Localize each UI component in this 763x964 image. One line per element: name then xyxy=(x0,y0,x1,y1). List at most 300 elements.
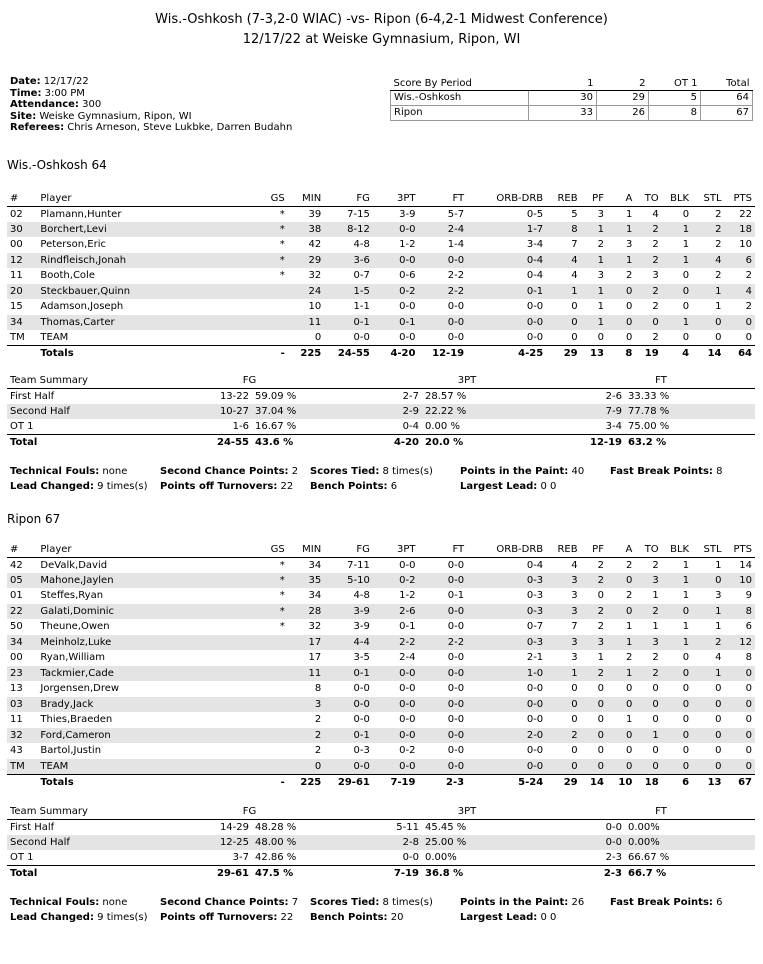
stat-cell: 3 xyxy=(571,590,578,602)
stat-cell: 2-1 xyxy=(526,652,544,664)
period-label: Total xyxy=(7,866,132,882)
stat-cell: 30 xyxy=(7,222,37,238)
stat-cell xyxy=(205,712,288,728)
totals-cell: 29 xyxy=(546,346,580,362)
stat-cell: 7-11 xyxy=(347,559,370,571)
stat-cell: 2 xyxy=(597,239,604,251)
team-summary-row xyxy=(7,835,755,851)
player-name: Galati,Dominic xyxy=(37,604,204,620)
stat-cell: 4-8 xyxy=(353,590,370,602)
stat-cell: 2 xyxy=(581,573,607,589)
stat-cell: 1-7 xyxy=(467,222,546,238)
stat-cell: 1 xyxy=(662,573,692,589)
summary-cell: 12-25 xyxy=(132,835,252,851)
player-name: Steffes,Ryan xyxy=(40,590,104,602)
summary-cell: 47.5 % xyxy=(252,866,367,882)
info-label: Attendance: xyxy=(10,99,79,110)
summary-cell: 7-9 xyxy=(567,404,625,420)
summary-cell: 48.00 % xyxy=(252,835,367,851)
stat-cell: 0-0 xyxy=(467,759,546,775)
stat-cell: 3 xyxy=(288,697,324,713)
player-row xyxy=(7,222,755,238)
player-name: Brady,Jack xyxy=(37,697,204,713)
player-row xyxy=(7,650,755,666)
summary-cell: 33.33 % xyxy=(628,390,670,402)
team-summary-foot xyxy=(7,866,755,882)
stat-cell: 0 xyxy=(546,315,580,331)
game-note xyxy=(460,911,610,926)
stat-cell xyxy=(205,330,288,346)
stat-cell: 17 xyxy=(288,635,324,651)
stat-cell: 38 xyxy=(288,222,324,238)
player-name: Mahone,Jaylen xyxy=(37,573,204,589)
team-summary-body xyxy=(7,388,755,435)
stat-cell: 0-0 xyxy=(353,332,370,343)
game-note-label: Largest Lead: xyxy=(460,480,538,492)
stat-cell: 0 xyxy=(652,714,659,726)
stat-cell: 2-4 xyxy=(399,652,416,664)
totals-cell: 5-24 xyxy=(467,774,546,790)
stat-cell: 0 xyxy=(635,759,661,775)
player-row xyxy=(7,712,755,728)
team-summary-ripon xyxy=(7,805,755,881)
stat-cell: 2-6 xyxy=(373,604,419,620)
stat-cell: 1 xyxy=(581,222,607,238)
stat-cell: 3 xyxy=(635,635,661,651)
game-note-label: Technical Fouls: xyxy=(10,897,100,908)
team-summary-heading: FT xyxy=(567,805,755,819)
score-by-period-cell: 64 xyxy=(701,90,753,105)
box-score-head xyxy=(7,542,755,557)
stat-cell: 0 xyxy=(607,573,635,589)
stat-cell: 01 xyxy=(10,590,23,602)
game-note-label: Points in the Paint: xyxy=(460,897,569,908)
game-note-label: Scores Tied: xyxy=(310,897,380,908)
game-note-value: 9 times(s) xyxy=(93,480,148,492)
stat-cell: 2 xyxy=(652,239,659,251)
score-by-period-cell: 5 xyxy=(649,90,701,105)
stat-cell: 0-0 xyxy=(399,332,416,343)
score-by-period-cell: 67 xyxy=(701,105,753,120)
totals-cell: 14 xyxy=(692,346,724,362)
summary-cell: 28.57 % xyxy=(425,390,467,402)
stat-cell: 8 xyxy=(314,683,322,695)
stat-cell: 0 xyxy=(571,745,578,757)
team-summary-row xyxy=(7,850,755,866)
stat-cell: 0 xyxy=(662,759,692,775)
stat-cell: 0 xyxy=(314,332,322,343)
box-score-body xyxy=(7,557,755,774)
stat-cell: 1-1 xyxy=(353,301,370,313)
stat-cell: 3 xyxy=(571,652,578,664)
stat-cell: 0-6 xyxy=(399,270,416,282)
stat-cell: 1 xyxy=(546,666,580,682)
stat-cell: 3 xyxy=(635,573,661,589)
stat-cell: 8 xyxy=(745,652,752,664)
player-name: Tackmier,Cade xyxy=(37,666,204,682)
game-notes-row xyxy=(10,480,760,495)
stat-cell: 1 xyxy=(715,559,722,571)
column-header: PTS xyxy=(725,542,755,557)
stat-cell: 0 xyxy=(745,683,752,695)
stat-cell: 2 xyxy=(314,745,322,757)
box-score-foot xyxy=(7,346,755,362)
game-note xyxy=(160,465,310,480)
stat-cell: 00 xyxy=(10,652,23,664)
stat-cell: 0-0 xyxy=(373,759,419,775)
stat-cell: 1 xyxy=(662,315,692,331)
stat-cell: 0 xyxy=(682,301,690,313)
summary-cell: 3-7 xyxy=(232,852,249,863)
score-by-period-row xyxy=(391,105,753,120)
summary-cell: 24-55 xyxy=(132,435,252,451)
column-header: MIN xyxy=(288,542,324,557)
summary-cell: 45.45 % xyxy=(425,821,467,833)
player-row xyxy=(7,728,755,744)
player-row xyxy=(7,759,755,775)
score-by-period-cell: 29 xyxy=(597,90,649,105)
stat-cell: 0-2 xyxy=(373,573,419,589)
totals-cell: Totals xyxy=(37,346,204,362)
game-note xyxy=(160,480,310,495)
info-label: Referees: xyxy=(10,122,65,133)
box-score-body xyxy=(7,206,755,346)
stat-cell: 0 xyxy=(682,745,690,757)
column-header: PF xyxy=(581,542,607,557)
stat-cell: 0-3 xyxy=(467,604,546,620)
stat-cell: 0-0 xyxy=(526,714,544,726)
player-row xyxy=(7,604,755,620)
game-note-label: Fast Break Points: xyxy=(610,897,713,908)
stat-cell: 34 xyxy=(308,590,322,602)
stat-cell: 0 xyxy=(607,284,635,300)
stat-cell: 3 xyxy=(546,604,580,620)
summary-cell: 66.7 % xyxy=(625,866,755,882)
player-row xyxy=(7,206,755,222)
stat-cell: 0-0 xyxy=(399,683,416,695)
stat-cell: 0 xyxy=(288,759,324,775)
totals-cell: 67 xyxy=(725,774,755,790)
column-header: PF xyxy=(581,191,607,206)
stat-cell: 0 xyxy=(745,745,752,757)
team-summary-row xyxy=(7,388,755,404)
column-header: FT xyxy=(418,542,467,557)
stat-cell: 1 xyxy=(662,253,692,269)
summary-cell: 0-0 xyxy=(605,821,622,833)
period-label: OT 1 xyxy=(10,421,34,432)
summary-cell: 0.00 % xyxy=(425,421,460,432)
team-title-ripon: Ripon 67 xyxy=(7,512,61,526)
game-note xyxy=(460,896,610,911)
stat-cell: 4 xyxy=(652,208,659,220)
stat-cell: 0-1 xyxy=(467,284,546,300)
stat-cell: 0 xyxy=(725,666,755,682)
summary-cell: 14-29 xyxy=(219,821,249,833)
player-name: Bartol,Justin xyxy=(40,745,102,757)
stat-cell: 12 xyxy=(7,253,37,269)
summary-cell: 0-0 xyxy=(567,835,625,851)
stat-cell: 0 xyxy=(597,745,604,757)
stat-cell: 0-0 xyxy=(324,759,373,775)
stat-cell: 10 xyxy=(308,301,322,313)
stat-cell: 1 xyxy=(625,208,633,220)
stat-cell: 0 xyxy=(692,697,724,713)
stat-cell: 4 xyxy=(546,253,580,269)
stat-cell: 4-4 xyxy=(324,635,373,651)
stat-cell: 2 xyxy=(625,559,633,571)
player-row xyxy=(7,743,755,759)
info-value: 3:00 PM xyxy=(41,87,85,99)
score-by-period-cell: 8 xyxy=(649,105,701,120)
team-summary-oshkosh xyxy=(7,374,755,450)
game-note xyxy=(310,896,460,911)
stat-cell: 1 xyxy=(546,284,580,300)
column-header: A xyxy=(607,542,635,557)
player-name: TEAM xyxy=(37,759,204,775)
period-label: Second Half xyxy=(7,835,132,851)
totals-cell: 13 xyxy=(581,346,607,362)
stat-cell: 1 xyxy=(581,315,607,331)
stat-cell: 0 xyxy=(625,745,633,757)
matchup-title: Wis.-Oshkosh (7-3,2-0 WIAC) -vs- Ripon (6-4,2-1 Midwest Conference) xyxy=(155,12,608,27)
totals-cell: 225 xyxy=(288,774,324,790)
stat-cell: 2 xyxy=(692,222,724,238)
player-name: Adamson,Joseph xyxy=(40,301,124,313)
stat-cell: 0 xyxy=(581,759,607,775)
stat-cell: 0-3 xyxy=(467,635,546,651)
stat-cell: 2-2 xyxy=(418,284,467,300)
stat-cell: 0 xyxy=(662,604,692,620)
stat-cell: * xyxy=(279,239,285,251)
column-header: # xyxy=(7,542,37,557)
player-row xyxy=(7,315,755,331)
stat-cell: 22 xyxy=(739,208,752,220)
game-note-label: Lead Changed: xyxy=(10,911,94,923)
summary-cell: 59.09 % xyxy=(255,390,297,402)
stat-cell: 42 xyxy=(10,559,23,571)
stat-cell: 0-0 xyxy=(526,332,544,343)
stat-cell: 7-15 xyxy=(347,208,370,220)
team-summary-total-row xyxy=(7,435,755,451)
team-summary-header-row xyxy=(7,374,755,388)
stat-cell: 05 xyxy=(7,573,37,589)
game-note-value: 0 0 xyxy=(537,480,557,492)
stat-cell: 28 xyxy=(288,604,324,620)
player-row xyxy=(7,284,755,300)
stat-cell: 0-0 xyxy=(373,253,419,269)
stat-cell: 2 xyxy=(288,728,324,744)
column-header: FG xyxy=(324,191,373,206)
stat-cell: 0-0 xyxy=(373,728,419,744)
stat-cell: 2 xyxy=(692,635,724,651)
stat-cell: 0-0 xyxy=(324,697,373,713)
stat-cell: 22 xyxy=(7,604,37,620)
summary-cell: 3-4 xyxy=(605,421,622,432)
stat-cell: * xyxy=(205,573,288,589)
period-label: First Half xyxy=(10,821,55,833)
stat-cell: TM xyxy=(10,332,25,343)
stat-cell: 2 xyxy=(635,604,661,620)
stat-cell: 0-0 xyxy=(467,315,546,331)
summary-cell: 2-8 xyxy=(367,835,422,851)
stat-cell: 2 xyxy=(745,270,752,282)
player-name: Jorgensen,Drew xyxy=(40,683,120,695)
stat-cell: 2-0 xyxy=(467,728,546,744)
totals-cell: 225 xyxy=(288,346,324,362)
totals-cell: 14 xyxy=(581,774,607,790)
stat-cell: 3-9 xyxy=(324,604,373,620)
stat-cell: 4 xyxy=(571,559,578,571)
stat-cell: 3-9 xyxy=(399,208,416,220)
stat-cell: 0-3 xyxy=(353,745,370,757)
stat-cell: 0 xyxy=(692,573,724,589)
team-summary-heading: 3PT xyxy=(367,374,567,388)
stat-cell: 1 xyxy=(662,635,692,651)
box-score-foot xyxy=(7,774,755,790)
stat-cell: 1 xyxy=(607,253,635,269)
stat-cell: 35 xyxy=(288,573,324,589)
totals-cell: Totals xyxy=(37,774,204,790)
player-row xyxy=(7,681,755,697)
stat-cell: 0-0 xyxy=(447,652,465,664)
player-name: DeValk,David xyxy=(40,559,108,571)
summary-cell: 0.00% xyxy=(628,821,660,833)
stat-cell xyxy=(205,681,288,697)
totals-row xyxy=(7,774,755,790)
stat-cell: 2 xyxy=(745,301,752,313)
summary-cell: 2-3 xyxy=(567,866,625,882)
stat-cell: 1 xyxy=(625,621,633,633)
game-note-label: Second Chance Points: xyxy=(160,466,289,477)
stat-cell: 5-7 xyxy=(447,208,465,220)
info-label: Date: xyxy=(10,76,41,87)
stat-cell: 0-4 xyxy=(467,253,546,269)
box-score-header-row xyxy=(7,191,755,206)
stat-cell: 0-0 xyxy=(373,697,419,713)
stat-cell: 2 xyxy=(597,621,604,633)
game-note xyxy=(310,480,460,495)
info-value: Weiske Gymnasium, Ripon, WI xyxy=(36,110,192,122)
score-by-period-heading: Score By Period xyxy=(391,77,529,90)
stat-cell: 7 xyxy=(571,239,578,251)
player-name: Thies,Braeden xyxy=(40,714,113,726)
stat-cell: 11 xyxy=(288,315,324,331)
stat-cell: 0 xyxy=(745,714,752,726)
totals-cell: 64 xyxy=(725,346,755,362)
column-header: TO xyxy=(635,542,661,557)
summary-cell: 25.00 % xyxy=(422,835,567,851)
summary-cell: 2-9 xyxy=(367,404,422,420)
period-label: Second Half xyxy=(7,404,132,420)
stat-cell xyxy=(205,315,288,331)
stat-cell: 2 xyxy=(652,332,659,343)
summary-cell: 0-0 xyxy=(402,852,419,863)
team-summary-heading: 3PT xyxy=(367,805,567,819)
game-note-label: Points off Turnovers: xyxy=(160,480,278,492)
stat-cell: 0 xyxy=(625,332,633,343)
game-header xyxy=(0,0,763,50)
player-name: Steckbauer,Quinn xyxy=(37,284,204,300)
stat-cell: 0-0 xyxy=(373,666,419,682)
stat-cell: 2-2 xyxy=(418,635,467,651)
player-row xyxy=(7,299,755,315)
score-by-period-table xyxy=(390,77,753,121)
game-note-value: 6 xyxy=(387,480,398,492)
stat-cell: 17 xyxy=(308,652,322,664)
stat-cell: 0-0 xyxy=(418,604,467,620)
stat-cell: 1 xyxy=(652,621,659,633)
player-name: Meinholz,Luke xyxy=(37,635,204,651)
stat-cell: 0 xyxy=(682,652,690,664)
column-header: # xyxy=(7,191,37,206)
stat-cell: 2 xyxy=(715,270,722,282)
stat-cell: 3 xyxy=(625,239,633,251)
stat-cell: 12 xyxy=(725,635,755,651)
stat-cell: 0 xyxy=(745,332,752,343)
column-header: REB xyxy=(546,191,580,206)
team-summary-head xyxy=(7,374,755,388)
stat-cell: 0-1 xyxy=(324,315,373,331)
stat-cell: 1 xyxy=(692,604,724,620)
stat-cell: 0 xyxy=(725,759,755,775)
stat-cell: 4 xyxy=(692,253,724,269)
stat-cell: 4 xyxy=(725,284,755,300)
totals-cell: 4-25 xyxy=(467,346,546,362)
player-row xyxy=(7,666,755,682)
column-header: Player xyxy=(37,191,204,206)
stat-cell: 0-0 xyxy=(418,697,467,713)
stat-cell: 10 xyxy=(739,239,752,251)
game-note-label: Points off Turnovers: xyxy=(160,911,278,923)
stat-cell: 32 xyxy=(7,728,37,744)
stat-cell: 0-1 xyxy=(399,621,416,633)
stat-cell: 1-4 xyxy=(447,239,465,251)
stat-cell: 3 xyxy=(581,635,607,651)
column-header: BLK xyxy=(662,191,692,206)
game-note xyxy=(160,896,310,911)
stat-cell: 0 xyxy=(662,284,692,300)
column-header: STL xyxy=(692,542,724,557)
stat-cell: 4 xyxy=(571,270,578,282)
game-note xyxy=(610,465,760,480)
game-note xyxy=(460,465,610,480)
game-note-label: Lead Changed: xyxy=(10,480,94,492)
stat-cell: 0 xyxy=(715,683,722,695)
summary-cell: 37.04 % xyxy=(252,404,367,420)
totals-cell: 29-61 xyxy=(324,774,373,790)
game-note-value: 2 xyxy=(288,466,299,477)
stat-cell: 6 xyxy=(725,253,755,269)
game-notes-oshkosh xyxy=(10,465,760,494)
game-note-label: Bench Points: xyxy=(310,911,388,923)
stat-cell: 3 xyxy=(597,270,604,282)
game-date-location: 12/17/22 at Weiske Gymnasium, Ripon, WI xyxy=(242,32,521,47)
stat-cell: 3-4 xyxy=(526,239,544,251)
period-label: OT 1 xyxy=(10,852,34,863)
stat-cell: 5-10 xyxy=(324,573,373,589)
totals-cell: 29 xyxy=(546,774,580,790)
stat-cell: 0-0 xyxy=(467,697,546,713)
totals-cell: 12-19 xyxy=(418,346,467,362)
team-summary-heading: FG xyxy=(132,805,367,819)
stat-cell: 0 xyxy=(635,315,661,331)
column-header: 3PT xyxy=(373,191,419,206)
totals-cell: 2-3 xyxy=(418,774,467,790)
stat-cell xyxy=(205,284,288,300)
game-note xyxy=(10,896,160,911)
score-by-period-heading: 2 xyxy=(597,77,649,90)
summary-cell: 66.67 % xyxy=(628,852,670,863)
